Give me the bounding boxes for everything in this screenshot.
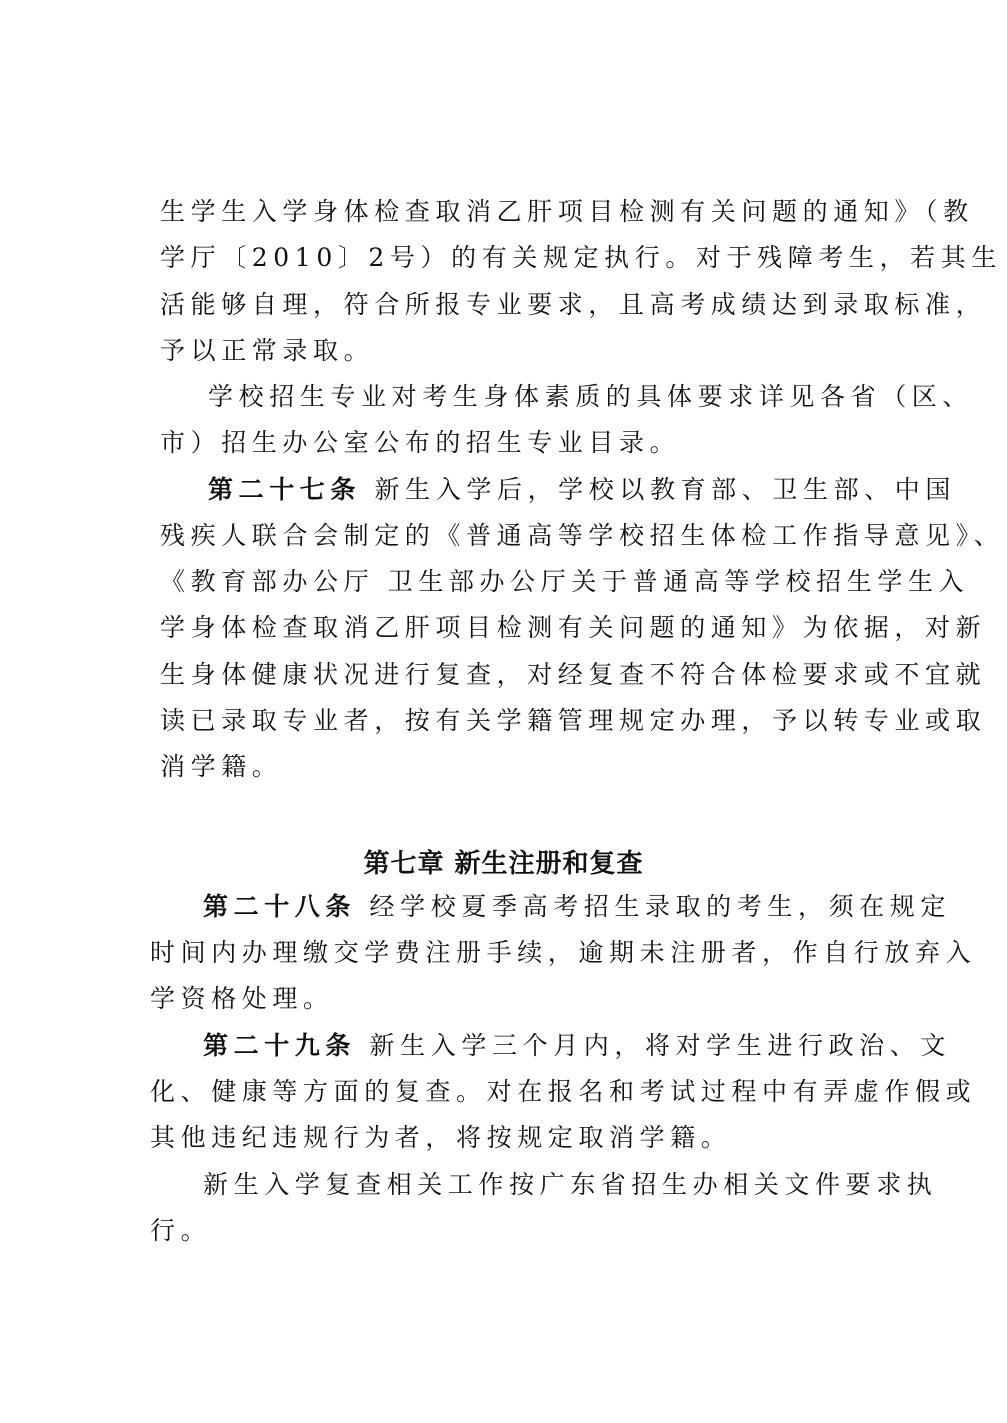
article-text: 新生入学三个月内，将对学生进行政治、文 (356, 1031, 951, 1060)
text-line: 新生入学复查相关工作按广东省招生办相关文件要求执 (203, 1170, 938, 1199)
text-line: 其他违纪违规行为者，将按规定取消学籍。 (150, 1123, 732, 1152)
text-line: 生身体健康状况进行复查，对经复查不符合体检要求或不宜就 (160, 660, 987, 689)
text-line: 学身体检查取消乙肝项目检测有关问题的通知》为依据，对新 (160, 613, 987, 642)
text-line: 行。 (150, 1216, 212, 1245)
article-text: 新生入学后，学校以教育部、卫生部、中国 (361, 475, 956, 504)
article-text: 经学校夏季高考招生录取的考生，须在规定 (356, 892, 951, 921)
text-line: 学校招生专业对考生身体素质的具体要求详见各省（区、 (208, 382, 974, 411)
text-line: 残疾人联合会制定的《普通高等学校招生体检工作指导意见》、 (160, 521, 1005, 550)
text-line (203, 1031, 951, 1061)
text-line: 生学生入学身体检查取消乙肝项目检测有关问题的通知》（教 (160, 197, 974, 226)
text-line: 化、健康等方面的复查。对在报名和考试过程中有弄虚作假或 (150, 1077, 977, 1106)
article-label: 第二十八条 (203, 892, 357, 921)
text-line (208, 475, 956, 505)
text-line: 活能够自理，符合所报专业要求，且高考成绩达到录取标准， (160, 290, 987, 319)
article-label: 第二十七条 (208, 475, 362, 504)
article-label: 第二十九条 (203, 1031, 357, 1060)
text-line: 学厅〔2010〕2号）的有关规定执行。对于残障考生，若其生 (160, 243, 1002, 272)
text-line: 予以正常录取。 (160, 336, 375, 365)
text-line: 学资格处理。 (150, 984, 334, 1013)
text-line (203, 892, 951, 922)
text-line: 《教育部办公厅 卫生部办公厅关于普通高等学校招生学生入 (160, 567, 970, 596)
chapter-heading: 第七章 新生注册和复查 (363, 849, 644, 879)
text-line: 读已录取专业者，按有关学籍管理规定办理，予以转专业或取 (160, 706, 987, 735)
text-line: 市）招生办公室公布的招生专业目录。 (160, 428, 681, 457)
text-line: 时间内办理缴交学费注册手续，逾期未注册者，作自行放弃入 (150, 938, 977, 967)
text-line: 消学籍。 (160, 752, 283, 781)
